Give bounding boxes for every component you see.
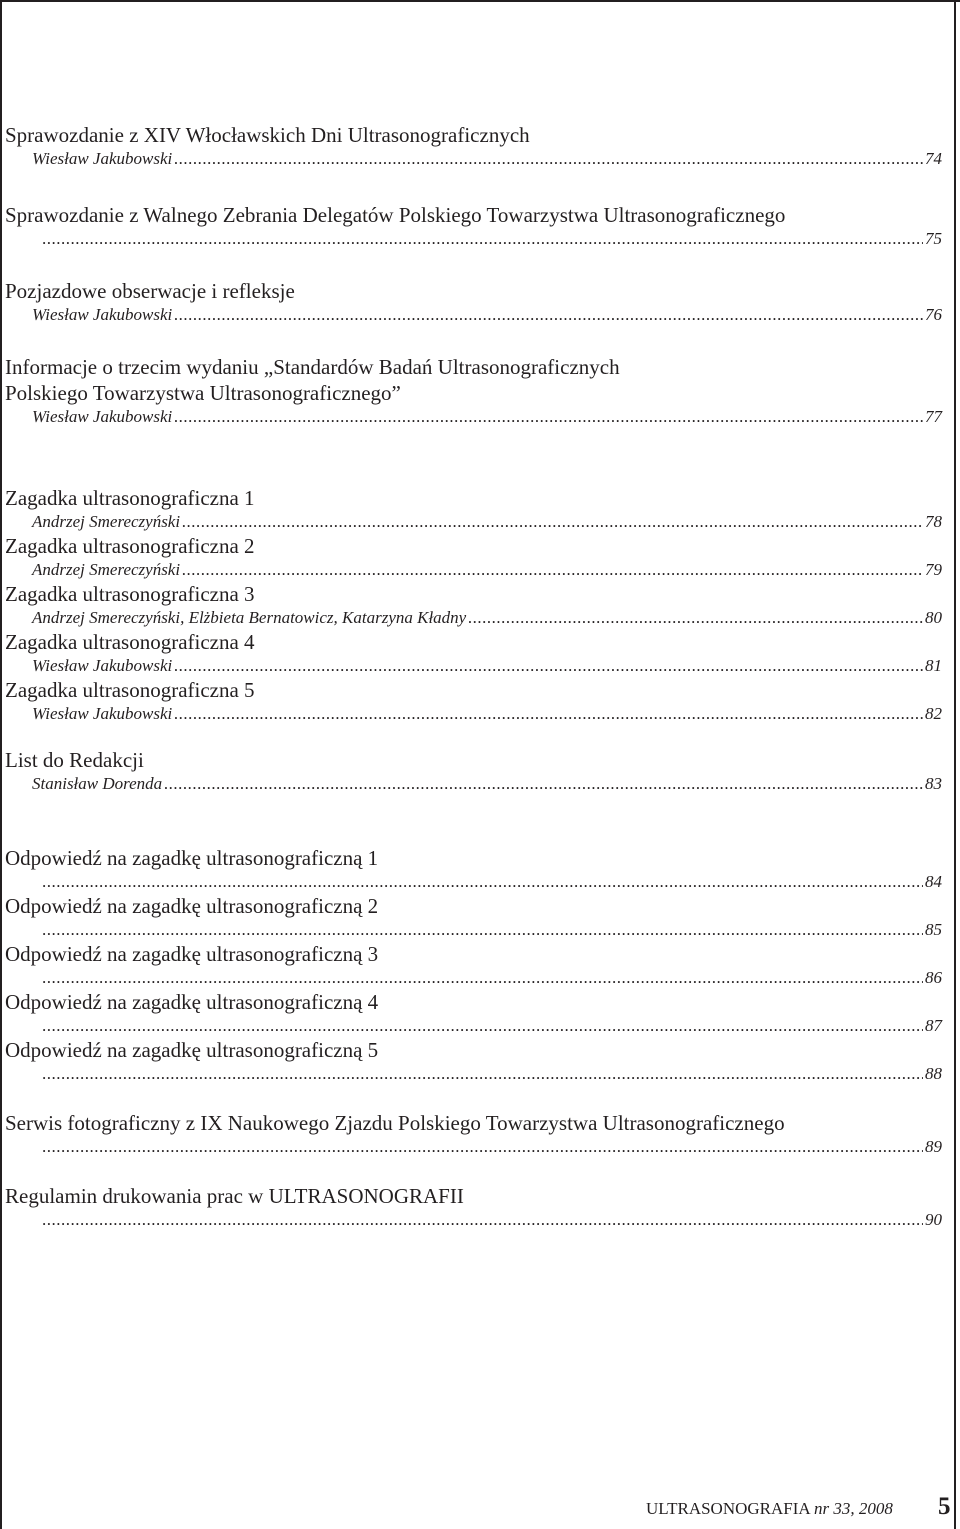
dot-leader [174, 655, 923, 677]
entry-author-line [5, 559, 942, 581]
entry-page: 86 [925, 968, 942, 987]
entry-page: 74 [925, 149, 942, 168]
toc-entry[interactable] [5, 677, 942, 725]
top-rule [0, 0, 960, 2]
left-rule [0, 0, 2, 1529]
dot-leader [42, 871, 923, 893]
toc-entry[interactable] [5, 845, 942, 893]
entry-title: Informacje o trzecim wydaniu „Standardów Badań Ultrasonograficznych [5, 355, 620, 379]
entry-page: 88 [925, 1064, 942, 1083]
entry-page: 76 [925, 305, 942, 324]
entry-title: Zagadka ultrasonograficzna 3 [5, 582, 255, 606]
toc-entry[interactable] [5, 893, 942, 941]
entry-page: 84 [925, 872, 942, 891]
entry-page: 77 [925, 407, 942, 426]
entry-page: 81 [925, 656, 942, 675]
entry-author: Stanisław Dorenda [32, 774, 163, 793]
dot-leader [42, 1209, 923, 1231]
entry-author-line [5, 406, 942, 428]
toc-entry[interactable] [5, 533, 942, 581]
entry-author: Andrzej Smereczyński [32, 512, 181, 531]
entry-page-line [5, 1015, 942, 1037]
toc-entry[interactable] [5, 747, 942, 795]
dot-leader [42, 228, 923, 250]
entry-title: Odpowiedź na zagadkę ultrasonograficzną 1 [5, 846, 379, 870]
dot-leader [42, 967, 923, 989]
entry-title: Odpowiedź na zagadkę ultrasonograficzną 4 [5, 990, 379, 1014]
toc-entry[interactable] [5, 1110, 942, 1158]
dot-leader [164, 773, 923, 795]
entry-title: Odpowiedź na zagadkę ultrasonograficzną 2 [5, 894, 379, 918]
toc-entry[interactable] [5, 278, 942, 326]
entry-page: 89 [925, 1137, 942, 1156]
page-number: 5 [938, 1493, 951, 1520]
entry-page-line [5, 1063, 942, 1085]
entry-title: Regulamin drukowania prac w ULTRASONOGRAFII [5, 1184, 464, 1208]
entry-title: Zagadka ultrasonograficzna 1 [5, 486, 255, 510]
toc-entry[interactable] [5, 485, 942, 533]
dot-leader [42, 1136, 923, 1158]
entry-page: 75 [925, 229, 942, 248]
dot-leader [182, 559, 923, 581]
dot-leader [182, 511, 923, 533]
entry-title: List do Redakcji [5, 748, 144, 772]
entry-author: Wiesław Jakubowski [32, 149, 173, 168]
entry-page: 78 [925, 512, 942, 531]
dot-leader [42, 919, 923, 941]
entry-page-line [5, 228, 942, 250]
dot-leader [42, 1063, 923, 1085]
entry-title: Sprawozdanie z XIV Włocławskich Dni Ultrasonograficznych [5, 123, 530, 147]
entry-author-line [5, 304, 942, 326]
entry-title: Zagadka ultrasonograficzna 2 [5, 534, 255, 558]
entry-page-line [5, 871, 942, 893]
dot-leader [174, 304, 923, 326]
right-rule [954, 0, 956, 1529]
dot-leader [42, 1015, 923, 1037]
entry-title: Odpowiedź na zagadkę ultrasonograficzną 5 [5, 1038, 379, 1062]
toc-entry[interactable] [5, 122, 942, 170]
issue-info: nr 33, 2008 [813, 1499, 893, 1518]
entry-page: 85 [925, 920, 942, 939]
toc-entry[interactable] [5, 581, 942, 629]
entry-page-line [5, 919, 942, 941]
journal-name: ULTRASONOGRAFIA [646, 1499, 810, 1518]
entry-title: Sprawozdanie z Walnego Zebrania Delegatów Polskiego Towarzystwa Ultrasonograficznego [5, 203, 786, 227]
entry-author: Wiesław Jakubowski [32, 407, 173, 426]
entry-author-line [5, 703, 942, 725]
entry-author-line [5, 511, 942, 533]
entry-page-line [5, 1136, 942, 1158]
entry-title: Zagadka ultrasonograficzna 4 [5, 630, 255, 654]
toc-entry[interactable] [5, 202, 942, 250]
entry-author: Wiesław Jakubowski [32, 656, 173, 675]
dot-leader [468, 607, 923, 629]
entry-title: Odpowiedź na zagadkę ultrasonograficzną 3 [5, 942, 379, 966]
page-footer [646, 1493, 951, 1520]
dot-leader [174, 148, 923, 170]
entry-page: 80 [925, 608, 942, 627]
toc-entry[interactable] [5, 354, 942, 428]
entry-author-line [5, 607, 942, 629]
toc-entry[interactable] [5, 989, 942, 1037]
entry-page-line [5, 1209, 942, 1231]
entry-author: Wiesław Jakubowski [32, 305, 173, 324]
entry-title: Serwis fotograficzny z IX Naukowego Zjazdu Polskiego Towarzystwa Ultrasonograficznego [5, 1111, 785, 1135]
entry-title: Pozjazdowe obserwacje i refleksje [5, 279, 295, 303]
toc-entry[interactable] [5, 1037, 942, 1085]
toc-entry[interactable] [5, 1183, 942, 1231]
entry-page: 90 [925, 1210, 942, 1229]
entry-author-line [5, 773, 942, 795]
entry-author-line [5, 655, 942, 677]
toc-entry[interactable] [5, 941, 942, 989]
entry-page: 87 [925, 1016, 942, 1035]
dot-leader [174, 703, 923, 725]
entry-author: Andrzej Smereczyński, Elżbieta Bernatowicz, Katarzyna Kładny [32, 608, 467, 627]
entry-author: Wiesław Jakubowski [32, 704, 173, 723]
entry-title: Zagadka ultrasonograficzna 5 [5, 678, 255, 702]
entry-page: 82 [925, 704, 942, 723]
entry-title-line2: Polskiego Towarzystwa Ultrasonograficznego” [5, 381, 401, 405]
entry-page: 83 [925, 774, 942, 793]
entry-author-line [5, 148, 942, 170]
entry-page: 79 [925, 560, 942, 579]
entry-page-line [5, 967, 942, 989]
dot-leader [174, 406, 923, 428]
toc-entry[interactable] [5, 629, 942, 677]
entry-author: Andrzej Smereczyński [32, 560, 181, 579]
